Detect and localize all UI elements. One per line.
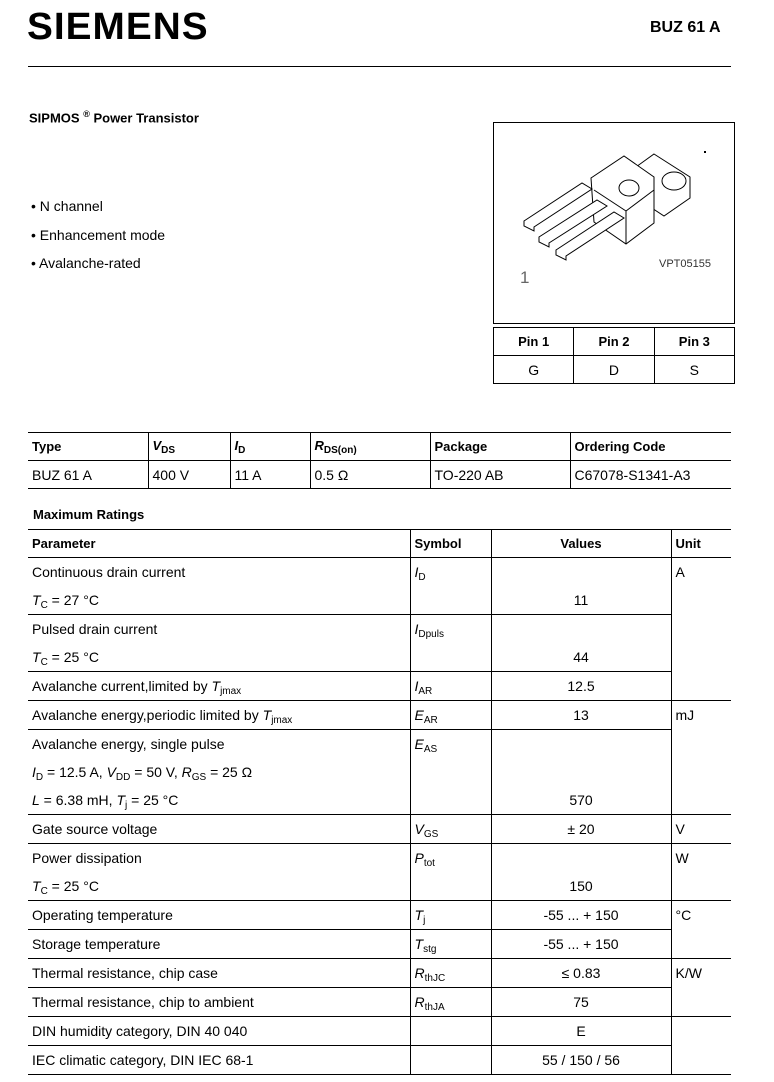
column-header-values: Values [491,530,671,558]
subscript: GS [191,772,207,783]
column-header-symbol: Symbol [410,530,491,558]
parameter-line [32,701,406,729]
subscript: jmax [271,715,293,726]
parameter-line [32,872,406,900]
symbol [415,815,487,843]
symbol-cell [410,988,491,1017]
table-row [28,901,731,930]
symbol [415,730,487,758]
table-row [28,672,731,701]
subscript: j [423,915,426,926]
subscript: AR [423,715,438,726]
subscript: C [40,657,48,668]
value-cell [491,672,671,701]
registered-mark: ® [83,109,90,119]
parameter-line [32,643,406,671]
symbol [415,615,487,643]
table-row [28,730,731,815]
variable: L [32,792,40,808]
variable: I [32,764,36,780]
table-row [28,959,731,988]
subscript: Dpuls [418,629,444,640]
type-cell: 11 A [230,461,310,489]
unit-cell [671,901,731,959]
parameter-cell [28,815,410,844]
subscript: DS(on) [323,444,357,456]
value: 12.5 [567,678,595,694]
type-column-header [310,433,430,461]
variable: T [32,878,41,894]
column-header-unit: Unit [671,530,731,558]
symbol [415,672,487,700]
text: = 50 V, [130,764,182,780]
pin-header: Pin 2 [574,328,654,356]
subscript: AR [418,686,433,697]
pin-table [493,327,735,384]
parameter-line [32,730,406,758]
symbol-cell [410,815,491,844]
to220-package-drawing [494,123,734,323]
subscript: tot [423,858,435,869]
siemens-logo: SIEMENS [27,6,209,48]
text: Avalanche energy, single pulse [32,736,225,752]
unit [676,1017,728,1045]
table-row [28,930,731,959]
variable: I [414,678,419,694]
symbol [415,1017,487,1045]
text: Thermal resistance, chip case [32,965,218,981]
symbol-cell [410,1017,491,1046]
pin-function: D [574,356,654,384]
value-cell [491,959,671,988]
value: E [576,1023,586,1039]
parameter-cell [28,930,410,959]
package-image-box [493,122,735,324]
text: Operating temperature [32,907,173,923]
subscript: GS [423,829,439,840]
table-row [28,815,731,844]
pin-function: S [654,356,734,384]
value-cell [491,558,671,615]
text: IEC climatic category, DIN IEC 68-1 [32,1052,254,1068]
symbol-cell [410,959,491,988]
text: = 25 °C [127,792,179,808]
symbol [415,1046,487,1074]
variable: T [116,792,126,808]
type-cell: 400 V [148,461,230,489]
symbol-cell [410,901,491,930]
parameter-line [32,786,406,814]
type-cell: BUZ 61 A [28,461,148,489]
parameter-line [32,1046,406,1074]
variable: R [181,764,192,780]
pin-header: Pin 3 [654,328,734,356]
unit: W [675,850,689,866]
text: Avalanche current,limited by [32,678,212,694]
symbol [415,988,487,1016]
max-ratings-header [28,530,731,558]
text: Thermal resistance, chip to ambient [32,994,254,1010]
unit: A [675,564,685,580]
table-row [28,558,731,615]
pin-1-marker: 1 [520,268,530,287]
product-subtitle [29,109,199,125]
text: Pulsed drain current [32,621,158,637]
text: Storage temperature [32,936,161,952]
value-cell [491,1046,671,1075]
value: -55 ... + 150 [543,936,619,952]
symbol-cell [410,701,491,730]
parameter-line [32,758,406,786]
symbol-cell [410,1046,491,1075]
text: Package [434,439,488,454]
value-cell [491,930,671,959]
parameter-cell [28,901,410,930]
parameter-cell [28,672,410,701]
parameter-cell [28,615,410,672]
value-cell [491,844,671,901]
unit: V [675,821,685,837]
parameter-line [32,901,406,929]
symbol [415,558,487,586]
feature-item: • N channel [31,198,103,214]
unit: K/W [675,965,702,981]
parameter-cell [28,1046,410,1075]
value-cell [491,730,671,815]
type-column-header [570,433,731,461]
table-row [28,1046,731,1075]
feature-item: • Avalanche-rated [31,255,141,271]
text: = 25 Ω [206,764,253,780]
subtitle-brand: SIPMOS [29,110,80,126]
type-cell: TO-220 AB [430,461,570,489]
variable: I [414,621,419,637]
text: = 25 °C [47,649,99,665]
symbol-cell [410,615,491,672]
value: 13 [573,707,589,723]
text: Continuous drain current [32,564,186,580]
symbol [415,930,487,958]
variable: V [106,764,116,780]
variable: V [414,821,424,837]
max-ratings-table [28,529,731,1075]
value: 44 [573,649,589,665]
unit-cell [671,701,731,815]
variable: E [414,707,424,723]
type-column-header [148,433,230,461]
parameter-line [32,586,406,614]
parameter-line [32,815,406,843]
column-header-parameter: Parameter [28,530,410,558]
symbol-cell [410,558,491,615]
value: 55 / 150 / 56 [542,1052,620,1068]
unit: mJ [675,707,695,723]
table-row [28,701,731,730]
parameter-cell [28,1017,410,1046]
part-number: BUZ 61 A [650,19,721,36]
parameter-line [32,930,406,958]
unit-cell [671,844,731,901]
parameter-line [32,988,406,1016]
type-column-header [28,433,148,461]
text: Power dissipation [32,850,142,866]
value-cell [491,1017,671,1046]
type-cell: C67078-S1341-A3 [570,461,731,489]
parameter-line [32,558,406,586]
parameter-cell [28,701,410,730]
value: 570 [569,792,593,808]
subscript: D [238,444,246,456]
subtitle-text: Power Transistor [89,110,199,126]
subscript: DS [161,444,176,456]
header-divider [28,66,731,67]
symbol-cell [410,730,491,815]
variable: R [414,965,425,981]
variable: V [152,437,162,453]
type-table [28,432,731,489]
value-cell [491,988,671,1017]
symbol [415,844,487,872]
text: = 6.38 mH, [39,792,117,808]
text: Ordering Code [574,439,666,454]
value: 11 [573,592,589,608]
parameter-cell [28,730,410,815]
symbol-cell [410,672,491,701]
value: ≤ 0.83 [561,965,601,981]
symbol [415,901,487,929]
value: 75 [573,994,589,1010]
max-ratings-title: Maximum Ratings [33,507,145,522]
unit-cell [671,815,731,844]
value: ± 20 [567,821,595,837]
unit-cell [671,558,731,701]
variable: T [414,936,424,952]
pin-function: G [494,356,574,384]
text: = 25 °C [47,878,99,894]
table-row [28,844,731,901]
subscript: j [125,800,128,811]
parameter-cell [28,988,410,1017]
parameter-line [32,959,406,987]
feature-item: • Enhancement mode [31,227,166,243]
text: Type [32,439,62,454]
subscript: DD [115,772,131,783]
parameter-cell [28,959,410,988]
symbol [415,701,487,729]
parameter-line [32,1017,406,1045]
text: Gate source voltage [32,821,158,837]
parameter-line [32,615,406,643]
text: = 12.5 A, [43,764,107,780]
variable: P [414,850,424,866]
subscript: thJA [424,1002,445,1013]
subscript: D [418,572,426,583]
table-row [28,988,731,1017]
value: -55 ... + 150 [543,907,619,923]
unit-cell [671,959,731,1017]
parameter-line [32,672,406,700]
type-table-row [28,461,731,489]
variable: R [414,994,425,1010]
value-cell [491,615,671,672]
text: Avalanche energy,periodic limited by [32,707,263,723]
subscript: AS [423,744,438,755]
package-code: VPT05155 [659,258,711,270]
value-cell [491,701,671,730]
unit: °C [675,907,692,923]
symbol-cell [410,844,491,901]
variable: I [414,564,419,580]
value-cell [491,901,671,930]
variable: T [32,592,41,608]
parameter-cell [28,558,410,615]
value-cell [491,815,671,844]
symbol-cell [410,930,491,959]
text: = 27 °C [47,592,99,608]
type-column-header [430,433,570,461]
value: 150 [569,878,593,894]
variable: T [262,707,272,723]
subscript: D [35,772,44,783]
variable: R [314,437,324,453]
text: DIN humidity category, DIN 40 040 [32,1023,248,1039]
variable: E [414,736,424,752]
symbol [415,959,487,987]
parameter-line [32,844,406,872]
type-cell: 0.5 Ω [310,461,430,489]
parameter-cell [28,844,410,901]
unit-cell [671,1017,731,1075]
subscript: jmax [220,686,242,697]
variable: T [414,907,424,923]
table-row [28,615,731,672]
variable: T [211,678,221,694]
pin-header: Pin 1 [494,328,574,356]
subscript: C [40,886,48,897]
type-column-header [230,433,310,461]
variable: T [32,649,41,665]
variable: I [234,437,239,453]
subscript: C [40,600,48,611]
table-row [28,1017,731,1046]
type-table-header [28,433,731,461]
subscript: stg [423,944,437,955]
subscript: thJC [424,973,446,984]
